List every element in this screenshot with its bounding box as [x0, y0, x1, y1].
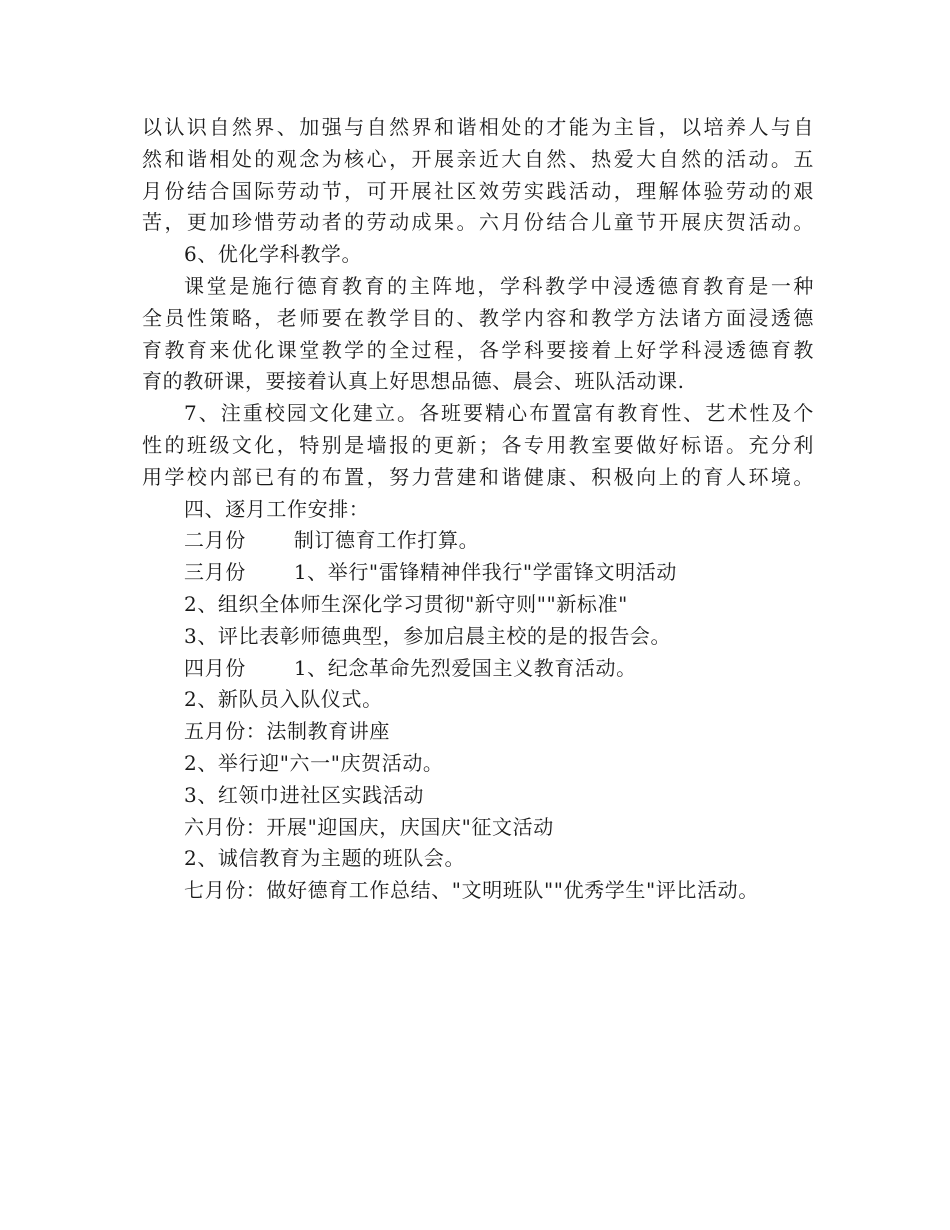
schedule-march — [142, 557, 814, 589]
text-line: 育的教研课，要接着认真上好思想品德、晨会、班队活动课. — [142, 369, 685, 394]
schedule-july: 七月份：做好德育工作总结、"文明班队""优秀学生"评比活动。 — [184, 878, 759, 903]
schedule-june: 六月份：开展"迎国庆，庆国庆"征文活动 — [184, 814, 554, 839]
month-label: 四月份 — [184, 655, 246, 680]
schedule-item: 3、评比表彰师德典型，参加启晨主校的是的报告会。 — [184, 623, 672, 648]
schedule-heading: 四、逐月工作安排： — [184, 496, 370, 521]
text-line: 7、注重校园文化建立。各班要精心布置富有教育性、艺术性及个 — [184, 401, 814, 426]
section-6-heading: 6、优化学科教学。 — [184, 242, 363, 267]
schedule-item: 1、纪念革命先烈爱国主义教育活动。 — [293, 655, 637, 680]
schedule-item: 2、组织全体师生深化学习贯彻"新守则""新标准" — [184, 591, 628, 616]
text-line: 以认识自然界、加强与自然界和谐相处的才能为主旨，以培养人与自 — [142, 115, 814, 139]
schedule-item: 2、新队员入队仪式。 — [184, 687, 383, 712]
month-label: 二月份 — [184, 528, 246, 553]
schedule-list — [142, 525, 814, 907]
text-line: 育教育来优化课堂教学的全过程，各学科要接着上好学科浸透德育教 — [142, 337, 814, 362]
schedule-february — [142, 525, 814, 557]
month-label: 三月份 — [184, 560, 246, 585]
schedule-april — [142, 653, 814, 685]
schedule-item: 1、举行"雷锋精神伴我行"学雷锋文明活动 — [293, 560, 677, 585]
text-line: 月份结合国际劳动节，可开展社区效劳实践活动，理解体验劳动的艰 — [142, 178, 814, 203]
schedule-item: 2、举行迎"六一"庆贺活动。 — [184, 750, 444, 775]
text-line: 课堂是施行德育教育的主阵地，学科教学中浸透德育教育是一种 — [184, 273, 814, 298]
schedule-item: 制订德育工作打算。 — [293, 528, 480, 553]
paragraph-nature-activities — [142, 112, 814, 239]
paragraph-campus-culture — [142, 398, 814, 493]
text-line: 然和谐相处的观念为核心，开展亲近大自然、热爱大自然的活动。五 — [142, 146, 814, 171]
text-line: 性的班级文化，特别是墙报的更新；各专用教室要做好标语。充分利 — [142, 432, 814, 457]
schedule-may: 五月份：法制教育讲座 — [184, 719, 390, 744]
text-line: 全员性策略，老师要在教学目的、教学内容和教学方法诸方面浸透德 — [142, 305, 814, 330]
schedule-item: 3、红领巾进社区实践活动 — [184, 782, 424, 807]
paragraph-classroom-teaching — [142, 271, 814, 398]
schedule-item: 2、诚信教育为主题的班队会。 — [184, 846, 466, 871]
text-line: 苦，更加珍惜劳动者的劳动成果。六月份结合儿童节开展庆贺活动。 — [142, 210, 814, 235]
text-line: 用学校内部已有的布置，努力营建和谐健康、积极向上的育人环境。 — [142, 464, 814, 489]
document-body — [142, 112, 814, 907]
